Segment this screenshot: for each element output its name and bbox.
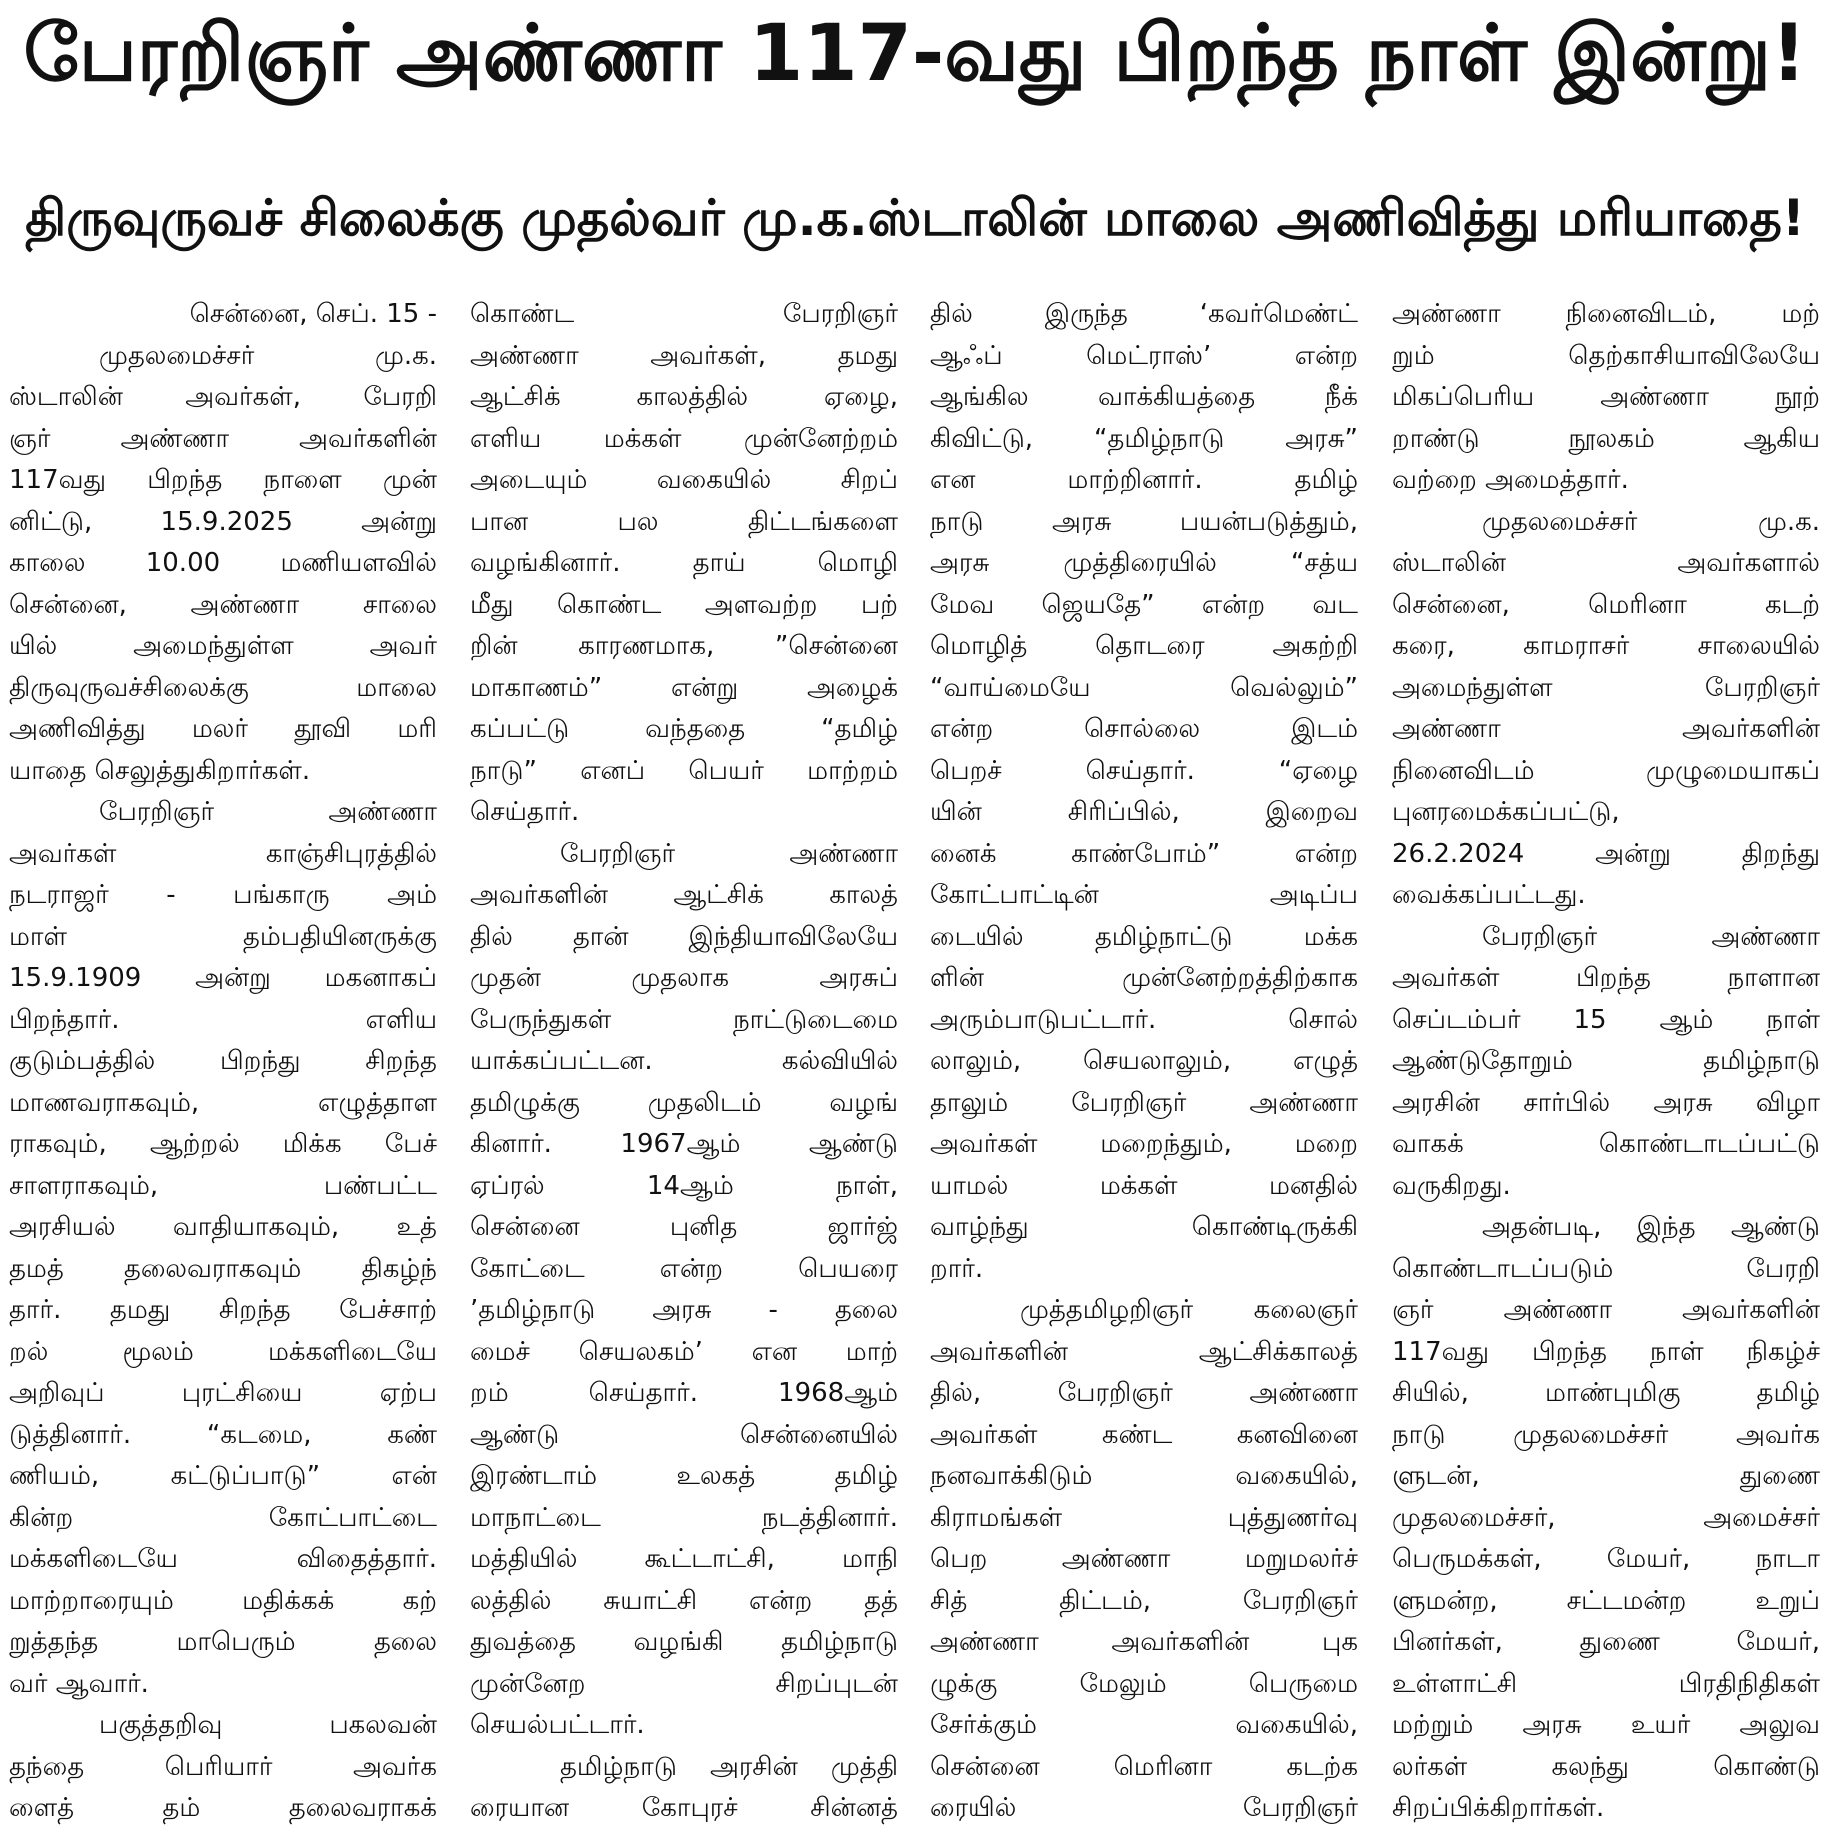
text-line: அவர்கள் கண்ட கனவினை (930, 1419, 1358, 1450)
text-line: ஆட்சிக் காலத்தில் ஏழை, (470, 382, 898, 412)
text-line: பேரறிஞர் அண்ணா (1482, 921, 1820, 952)
text-line: கரை, காமராசர் சாலையில் (1392, 631, 1820, 661)
text-line: புனரமைக்கப்பட்டு, (1392, 797, 1620, 827)
text-line: ழுக்கு மேலும் பெருமை (930, 1668, 1358, 1699)
text-line: றுத்தந்த மாபெரும் தலை (9, 1627, 437, 1657)
text-line: முத்தமிழறிஞர் கலைஞர் (1020, 1295, 1358, 1325)
text-line: ளைத் தம் தலைவராகக் (9, 1793, 437, 1823)
text-line: றார். (930, 1253, 984, 1284)
paragraph (1392, 294, 1820, 502)
text-line: கப்பட்டு வந்ததை “தமிழ் (470, 714, 898, 744)
text-line: பெற அண்ணா மறுமலர்ச் (930, 1544, 1358, 1574)
text-line: மாள் தம்பதியினருக்கு (9, 921, 437, 952)
text-line: ஆண்டுதோறும் தமிழ்நாடு (1392, 1046, 1820, 1076)
text-line: வர் ஆவார். (9, 1668, 149, 1699)
text-line: றின் காரணமாக, ”சென்னை (470, 631, 898, 661)
text-line: லத்தில் சுயாட்சி என்ற தத் (470, 1585, 898, 1616)
text-line: பெறச் செய்தார். “ஏழை (930, 755, 1358, 786)
text-line: மத்தியில் கூட்டாட்சி, மாநி (470, 1544, 898, 1574)
dateline: சென்னை, செப். 15 - (189, 299, 437, 329)
headline-title (10, 9, 1820, 99)
text-line: றாண்டு நூலகம் ஆகிய (1392, 423, 1820, 454)
text-line: பான பல திட்டங்களை (470, 506, 898, 537)
text-line: வாழ்ந்து கொண்டிருக்கி (930, 1212, 1358, 1242)
text-line: அண்ணா அவர்களின் புக (930, 1627, 1358, 1657)
text-line: கொண்ட பேரறிஞர் (470, 299, 898, 329)
article-column-3 (930, 294, 1358, 1830)
text-line: ஸ்டாலின் அவர்கள், பேரறி (9, 382, 437, 412)
text-line: பேரறிஞர் அண்ணா (99, 797, 437, 827)
text-line: வற்றை அமைத்தார். (1392, 465, 1629, 495)
text-line: நாடு அரசு பயன்படுத்தும், (930, 506, 1358, 537)
text-line: அவர்கள் பிறந்த நாளான (1392, 963, 1820, 993)
text-line: யில் அமைந்துள்ள அவர் (9, 631, 437, 661)
text-line: வாகக் கொண்டாடப்பட்டு (1392, 1129, 1820, 1159)
text-line: முதலமைச்சர், அமைச்சர் (1392, 1502, 1820, 1533)
article-column-1 (9, 294, 437, 1830)
text-line: மாணவராகவும், எழுத்தாள (9, 1087, 437, 1118)
text-line: ஸ்டாலின் அவர்களால் (1392, 548, 1820, 578)
paragraph (1392, 917, 1820, 1208)
headline-title-text: பேரறிஞர் அண்ணா 117-வது பிறந்த நாள் இன்று! (23, 9, 1807, 99)
text-line: மீது கொண்ட அளவற்ற பற் (470, 589, 898, 620)
paragraph (1392, 502, 1820, 917)
text-line: யாமல் மக்கள் மனதில் (930, 1170, 1358, 1201)
text-line: முன்னேற சிறப்புடன் (470, 1668, 898, 1699)
text-line: னிட்டு, 15.9.2025 அன்று (9, 506, 437, 537)
text-line: தார். தமது சிறந்த பேச்சாற் (9, 1295, 437, 1325)
text-line: ஞர் அண்ணா அவர்களின் (9, 423, 437, 454)
text-line: மைச் செயலகம்’ என மாற் (470, 1336, 898, 1367)
article-column-2 (470, 294, 898, 1830)
text-line: “வாய்மையே வெல்லும்” (930, 672, 1358, 703)
paragraph (470, 1747, 898, 1830)
text-line: வருகிறது. (1392, 1170, 1511, 1201)
text-line: தில் தான் இந்தியாவிலேயே (470, 921, 898, 952)
text-line: ஞர் அண்ணா அவர்களின் (1392, 1295, 1820, 1325)
paragraph (470, 294, 898, 834)
text-line: கோட்பாட்டின் அடிப்ப (930, 880, 1358, 910)
paragraph (930, 1290, 1358, 1830)
text-line: வழங்கினார். தாய் மொழி (470, 548, 898, 578)
paragraph (1392, 1207, 1820, 1830)
text-line: அவர்களின் ஆட்சிக் காலத் (470, 880, 898, 910)
text-line: செய்தார். (470, 797, 580, 827)
text-line: ஆங்கில வாக்கியத்தை நீக் (930, 382, 1358, 412)
text-line: நினைவிடம் முழுமையாகப் (1392, 755, 1820, 786)
text-line: சென்னை, அண்ணா சாலை (9, 589, 437, 620)
text-line: என்ற சொல்லை இடம் (930, 714, 1358, 744)
text-line: பிறந்தார். எளிய (9, 1004, 437, 1035)
text-line: ளின் முன்னேற்றத்திற்காக (930, 963, 1358, 993)
text-line: சிறப்பிக்கிறார்கள். (1392, 1793, 1605, 1823)
text-line: அண்ணா அவர்களின் (1392, 714, 1820, 744)
text-line: செயல்பட்டார். (470, 1710, 645, 1740)
text-line: சென்னை புனித ஜார்ஜ் (470, 1212, 898, 1242)
text-line: ஆண்டு சென்னையில் (470, 1419, 898, 1450)
text-line: அணிவித்து மலர் தூவி மரி (9, 714, 437, 744)
text-line: யாதை செலுத்துகிறார்கள். (9, 755, 311, 786)
text-line: அரும்பாடுபட்டார். சொல் (930, 1004, 1358, 1035)
text-line: ’தமிழ்நாடு அரசு - தலை (470, 1295, 898, 1325)
text-line: அண்ணா நினைவிடம், மற் (1392, 299, 1820, 329)
text-line: யாக்கப்பட்டன. கல்வியில் (470, 1046, 898, 1076)
text-line: நனவாக்கிடும் வகையில், (930, 1461, 1358, 1491)
text-line: சேர்க்கும் வகையில், (930, 1710, 1358, 1740)
text-line: அவர்கள் மறைந்தும், மறை (930, 1129, 1358, 1159)
text-line: செப்டம்பர் 15 ஆம் நாள் (1392, 1004, 1820, 1035)
text-line: பேரறிஞர் அண்ணா (560, 838, 898, 869)
text-line: பெருமக்கள், மேயர், நாடா (1392, 1544, 1820, 1574)
text-line: கிவிட்டு, “தமிழ்நாடு அரசு” (930, 423, 1358, 454)
text-line: நாடு முதலமைச்சர் அவர்க (1392, 1419, 1820, 1450)
text-line: துவத்தை வழங்கி தமிழ்நாடு (470, 1627, 898, 1657)
headline-subtitle-text: திருவுருவச் சிலைக்கு முதல்வர் மு.க.ஸ்டாலின் மாலை அணிவித்து மரியாதை! (25, 189, 1805, 247)
text-line: கொண்டாடப்படும் பேரறி (1392, 1253, 1820, 1284)
text-line: டுத்தினார். “கடமை, கண் (9, 1419, 437, 1450)
text-line: மொழித் தொடரை அகற்றி (930, 631, 1358, 661)
text-line: தில், பேரறிஞர் அண்ணா (930, 1378, 1358, 1408)
paragraph (9, 1705, 437, 1830)
text-line: தமத் தலைவராகவும் திகழ்ந் (9, 1253, 437, 1284)
text-line: றல் மூலம் மக்களிடையே (9, 1336, 437, 1367)
text-line: வைக்கப்பட்டது. (1392, 880, 1586, 910)
text-line: யின் சிரிப்பில், இறைவ (930, 797, 1358, 827)
text-line: எளிய மக்கள் முன்னேற்றம் (470, 423, 898, 454)
text-line: 117வது பிறந்த நாளை முன் (9, 465, 437, 495)
text-line: காலை 10.00 மணியளவில் (9, 548, 437, 578)
text-line: நடராஜர் - பங்காரு அம் (9, 880, 437, 910)
text-line: தமிழ்நாடு அரசின் முத்தி (560, 1751, 898, 1782)
text-line: சியில், மாண்புமிகு தமிழ் (1392, 1378, 1820, 1408)
text-line: இரண்டாம் உலகத் தமிழ் (470, 1461, 898, 1491)
text-line: பினர்கள், துணை மேயர், (1392, 1627, 1820, 1657)
text-line: தாலும் பேரறிஞர் அண்ணா (930, 1087, 1358, 1118)
text-line: அமைந்துள்ள பேரறிஞர் (1392, 672, 1820, 703)
text-line: மக்களிடையே விதைத்தார். (9, 1544, 437, 1574)
text-line: உள்ளாட்சி பிரதிநிதிகள் (1392, 1668, 1820, 1699)
text-line: ஏப்ரல் 14ஆம் நாள், (470, 1170, 898, 1201)
text-line: அரசியல் வாதியாகவும், உத் (9, 1212, 437, 1242)
text-line: அண்ணா அவர்கள், தமது (470, 340, 898, 371)
text-line: றும் தெற்காசியாவிலேயே (1392, 340, 1820, 371)
text-line: 117வது பிறந்த நாள் நிகழ்ச் (1392, 1336, 1820, 1367)
text-line: தில் இருந்த ‘கவர்மெண்ட் (930, 299, 1358, 329)
text-line: ராகவும், ஆற்றல் மிக்க பேச் (9, 1129, 437, 1159)
text-line: சென்னை மெரினா கடற்க (930, 1751, 1358, 1782)
text-line: அவர்கள் காஞ்சிபுரத்தில் (9, 838, 437, 869)
text-line: என மாற்றினார். தமிழ் (930, 465, 1358, 495)
text-line: மாகாணம்” என்று அழைக் (470, 672, 898, 703)
text-line: மிகப்பெரிய அண்ணா நூற் (1392, 382, 1820, 412)
text-line: சென்னை, மெரினா கடற் (1392, 589, 1820, 620)
text-line: ரையான கோபுரச் சின்னத் (470, 1793, 898, 1823)
text-line: முதலமைச்சர் மு.க. (1482, 506, 1820, 537)
text-line: மாநாட்டை நடத்தினார். (470, 1502, 898, 1533)
text-line: லாலும், செயலாலும், எழுத் (930, 1046, 1358, 1076)
text-line: மாற்றாரையும் மதிக்கக் கற் (9, 1585, 437, 1616)
text-line: ளுடன், துணை (1392, 1461, 1820, 1491)
text-line: கோட்டை என்ற பெயரை (470, 1253, 898, 1284)
text-line: அடையும் வகையில் சிறப் (470, 465, 898, 495)
text-line: சித் திட்டம், பேரறிஞர் (930, 1585, 1358, 1616)
text-line: றம் செய்தார். 1968ஆம் (470, 1378, 898, 1408)
text-line: குடும்பத்தில் பிறந்து சிறந்த (9, 1046, 437, 1076)
text-line: சாளராகவும், பண்பட்ட (9, 1170, 437, 1201)
text-line: முதலமைச்சர் மு.க. (99, 340, 437, 371)
text-line: னைக் காண்போம்” என்ற (930, 838, 1358, 869)
text-line: கின்ற கோட்பாட்டை (9, 1502, 437, 1533)
paragraph (470, 834, 898, 1747)
text-line: மேவ ஜெயதே” என்ற வட (930, 589, 1358, 620)
text-line: அரசின் சார்பில் அரசு விழா (1392, 1087, 1820, 1118)
text-line: அதன்படி, இந்த ஆண்டு (1482, 1212, 1820, 1242)
text-line: அறிவுப் புரட்சியை ஏற்ப (9, 1378, 437, 1408)
text-line: கிராமங்கள் புத்துணர்வு (930, 1502, 1358, 1533)
paragraph (9, 792, 437, 1705)
text-line: நாடு” எனப் பெயர் மாற்றம் (470, 755, 898, 786)
text-line: பேருந்துகள் நாட்டுடைமை (470, 1004, 898, 1035)
text-line: டையில் தமிழ்நாட்டு மக்க (930, 921, 1358, 952)
text-line: அரசு முத்திரையில் “சத்ய (930, 548, 1358, 578)
paragraph (9, 336, 437, 793)
text-line: லர்கள் கலந்து கொண்டு (1392, 1751, 1820, 1782)
headline-subtitle (10, 189, 1820, 247)
text-line: ஆஃப் மெட்ராஸ்’ என்ற (930, 340, 1358, 371)
text-line: பகுத்தறிவு பகலவன் (99, 1710, 437, 1740)
text-line: திருவுருவச்சிலைக்கு மாலை (9, 672, 437, 703)
text-line: முதன் முதலாக அரசுப் (470, 963, 898, 993)
text-line: 26.2.2024 அன்று திறந்து (1392, 838, 1820, 869)
text-line: ணியம், கட்டுப்பாடு” என் (9, 1461, 437, 1491)
text-line: ரையில் பேரறிஞர் (930, 1793, 1358, 1823)
text-line: மற்றும் அரசு உயர் அலுவ (1392, 1710, 1820, 1740)
paragraph (930, 294, 1358, 1290)
text-line: தமிழுக்கு முதலிடம் வழங் (470, 1087, 898, 1118)
text-line: ளுமன்ற, சட்டமன்ற உறுப் (1392, 1585, 1820, 1616)
text-line: கினார். 1967ஆம் ஆண்டு (470, 1129, 898, 1159)
text-line: அவர்களின் ஆட்சிக்காலத் (930, 1336, 1358, 1367)
text-line: 15.9.1909 அன்று மகனாகப் (9, 963, 437, 993)
article-column-4 (1392, 294, 1820, 1830)
text-line: தந்தை பெரியார் அவர்க (9, 1751, 437, 1782)
